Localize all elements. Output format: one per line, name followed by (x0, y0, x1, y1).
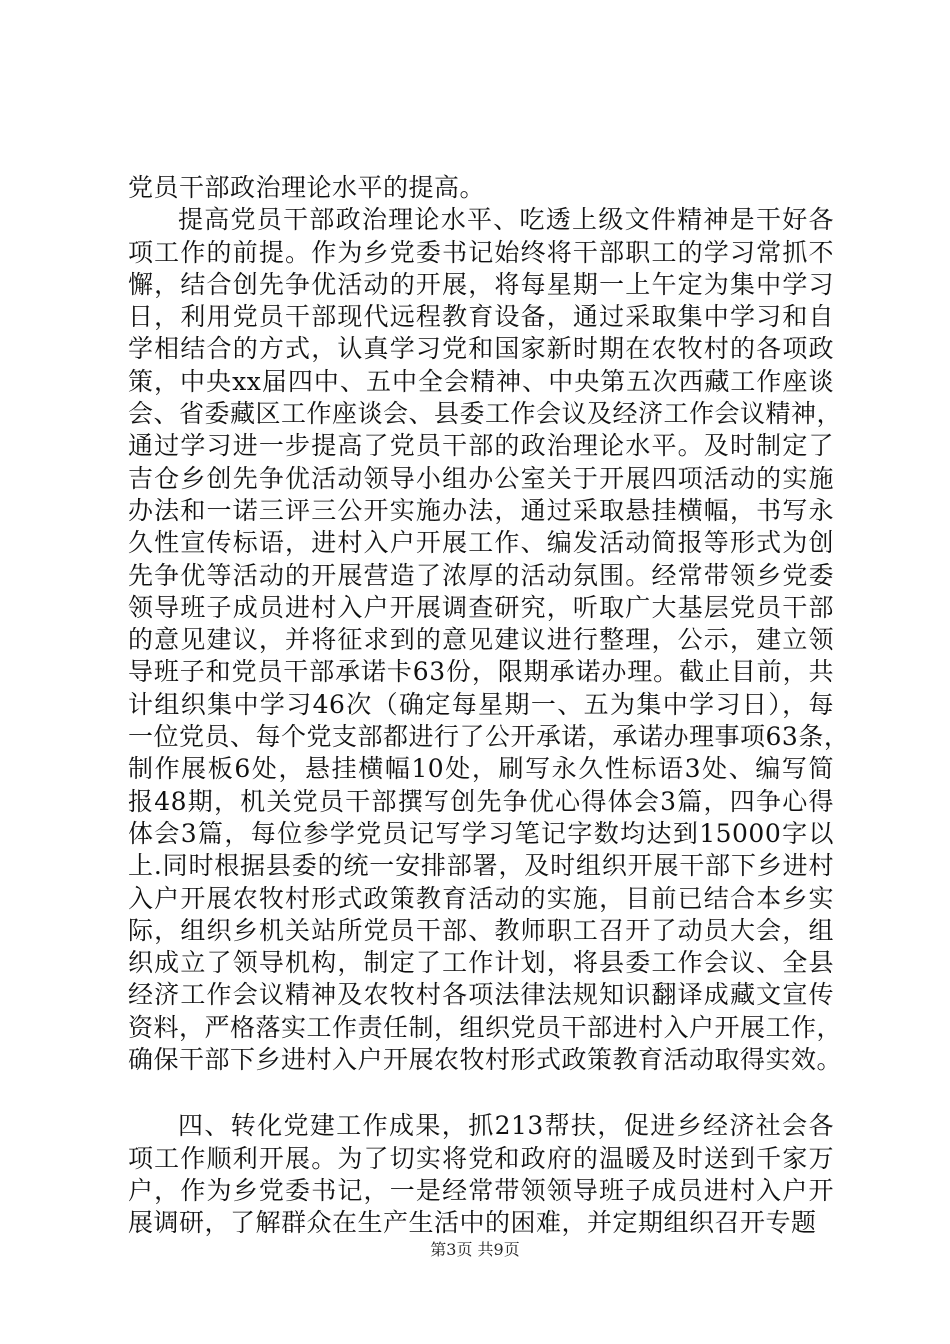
text-line: 吉仓乡创先争优活动领导小组办公室关于开展四项活动的实施 (128, 463, 834, 493)
text-line: 提高党员干部政治理论水平、吃透上级文件精神是干好各 (178, 205, 834, 235)
text-line: 懈，结合创先争优活动的开展，将每星期一上午定为集中学习 (128, 269, 834, 299)
text-line: 领导班子成员进村入户开展调查研究，听取广大基层党员干部 (128, 592, 834, 622)
text-line: 资料，严格落实工作责任制，组织党员干部进村入户开展工作， (128, 1012, 843, 1042)
text-line: 先争优等活动的开展营造了浓厚的活动氛围。经常带领乡党委 (128, 560, 834, 590)
text-line: 的意见建议，并将征求到的意见建议进行整理，公示，建立领 (128, 625, 834, 655)
body-text (128, 172, 850, 1240)
text-line: 导班子和党员干部承诺卡63份，限期承诺办理。截止目前，共 (128, 657, 834, 687)
text-line: 上.同时根据县委的统一安排部署，及时组织开展干部下乡进村 (128, 851, 834, 881)
text-line: 久性宣传标语，进村入户开展工作、编发活动简报等形式为创 (128, 528, 834, 558)
paragraph (128, 1110, 834, 1239)
text-line: 党员干部政治理论水平的提高。 (128, 173, 486, 202)
paragraph (128, 204, 850, 1076)
text-line: 户，作为乡党委书记，一是经常带领领导班子成员进村入户开 (128, 1175, 834, 1205)
text-line: 策，中央xx届四中、五中全会精神、中央第五次西藏工作座谈 (128, 366, 834, 396)
text-line: 报48期，机关党员干部撰写创先争优心得体会3篇，四争心得 (128, 786, 834, 816)
text-line: 际，组织乡机关站所党员干部、教师职工召开了动员大会，组 (128, 915, 834, 945)
paragraph (128, 172, 834, 204)
text-line: 项工作的前提。作为乡党委书记始终将干部职工的学习常抓不 (128, 237, 834, 267)
text-line: 通过学习进一步提高了党员干部的政治理论水平。及时制定了 (128, 431, 834, 461)
text-line: 入户开展农牧村形式政策教育活动的实施，目前已结合本乡实 (128, 883, 834, 913)
text-line: 展调研，了解群众在生产生活中的困难，并定期组织召开专题 (128, 1208, 817, 1238)
text-line: 计组织集中学习46次（确定每星期一、五为集中学习日），每 (128, 689, 834, 719)
paragraph-gap (128, 1076, 834, 1110)
text-line: 项工作顺利开展。为了切实将党和政府的温暖及时送到千家万 (128, 1143, 834, 1173)
text-line: 会、省委藏区工作座谈会、县委工作会议及经济工作会议精神， (128, 399, 843, 429)
text-line: 学相结合的方式，认真学习党和国家新时期在农牧村的各项政 (128, 334, 834, 364)
text-line: 一位党员、每个党支部都进行了公开承诺，承诺办理事项63条， (128, 722, 850, 752)
text-line: 织成立了领导机构，制定了工作计划，将县委工作会议、全县 (128, 948, 834, 978)
text-line: 制作展板6处，悬挂横幅10处，刷写永久性标语3处、编写简 (128, 754, 834, 784)
text-line: 体会3篇，每位参学党员记写学习笔记字数均达到15000字以 (128, 818, 834, 848)
page-footer: 第3页 共9页 (430, 1240, 520, 1259)
text-line: 日，利用党员干部现代远程教育设备，通过采取集中学习和自 (128, 302, 834, 332)
text-line: 确保干部下乡进村入户开展农牧村形式政策教育活动取得实效。 (128, 1045, 843, 1075)
text-line: 办法和一诺三评三公开实施办法，通过采取悬挂横幅，书写永 (128, 495, 834, 525)
text-line: 四、转化党建工作成果，抓213帮扶，促进乡经济社会各 (178, 1111, 834, 1141)
text-line: 经济工作会议精神及农牧村各项法律法规知识翻译成藏文宣传 (128, 980, 834, 1010)
